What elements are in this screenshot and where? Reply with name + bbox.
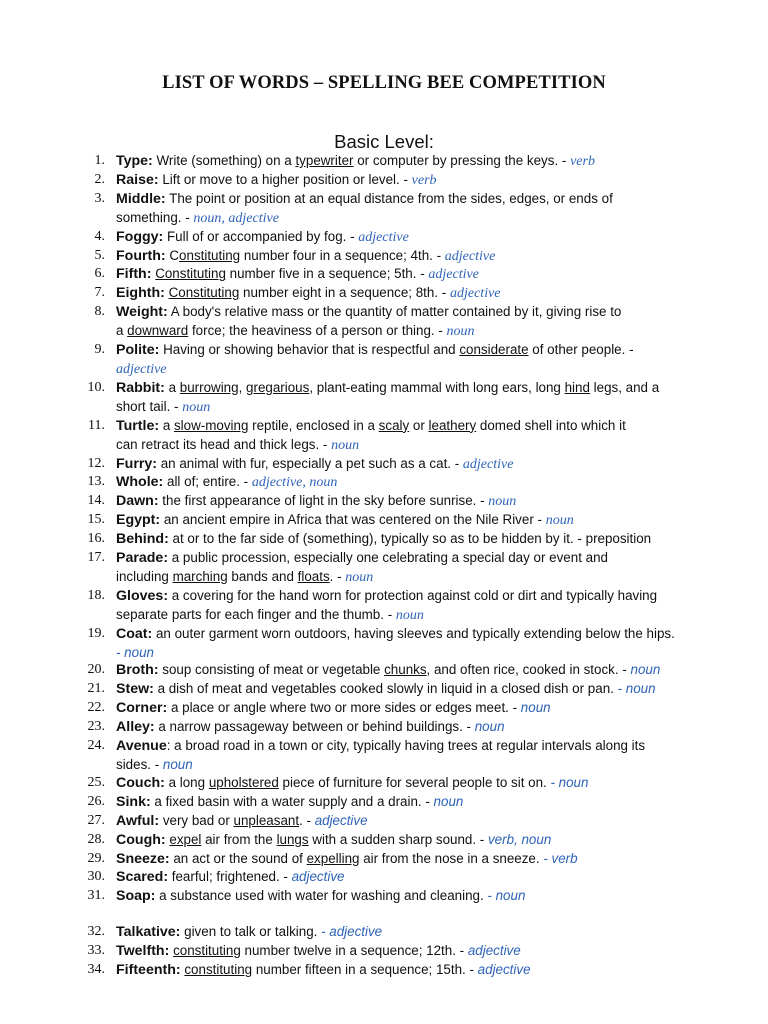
- entry-term: Dawn:: [116, 493, 159, 510]
- definition-text: including: [116, 568, 173, 584]
- word-entry: [0, 942, 700, 961]
- underlined-word: considerate: [459, 342, 529, 358]
- underlined-word: Constituting: [168, 285, 240, 301]
- entry-term: Egypt:: [116, 512, 161, 529]
- word-entry: [0, 530, 700, 549]
- word-entry: [0, 284, 700, 303]
- entry-term: Fifth:: [116, 266, 152, 283]
- entry-number: 2.: [94, 171, 105, 187]
- definition-text: given to talk or talking.: [180, 924, 322, 940]
- definition-text: can retract its head and thick legs. -: [116, 436, 332, 452]
- page-title: LIST OF WORDS – SPELLING BEE COMPETITION: [162, 73, 606, 93]
- part-of-speech: adjective: [314, 812, 368, 828]
- definition-text: The point or position at an equal distance from the sides, edges, or ends of: [165, 190, 613, 206]
- part-of-speech: adjective: [444, 248, 496, 264]
- word-entry: [0, 812, 700, 831]
- underlined-word: slow-moving: [173, 417, 249, 433]
- word-entry: [0, 923, 700, 942]
- part-of-speech: noun: [545, 513, 574, 529]
- definition-text: ,: [238, 379, 247, 395]
- definition-text: : a broad road in a town or city, typically having trees at regular intervals along its: [166, 738, 646, 754]
- part-of-speech: noun: [182, 399, 211, 415]
- entry-number: 18.: [87, 587, 105, 603]
- entry-number: 23.: [87, 719, 105, 735]
- word-entry-continuation: [0, 568, 700, 587]
- definition-text: piece of furniture for several people to sit on.: [278, 774, 551, 790]
- entry-number: 34.: [87, 962, 105, 978]
- entry-term: Talkative:: [116, 924, 181, 941]
- entry-term: Sneeze:: [116, 850, 170, 867]
- underlined-word: floats: [297, 568, 330, 584]
- entry-term: Awful:: [116, 812, 160, 829]
- definition-text: number twelve in a sequence; 12th. -: [240, 943, 468, 959]
- underlined-word: constituting: [173, 943, 241, 959]
- definition-text: Having or showing behavior that is respectful and: [159, 342, 460, 358]
- definition-text: a place or angle where two or more sides or edges meet. -: [167, 700, 521, 716]
- entry-term: Behind:: [116, 531, 169, 548]
- entry-number: 3.: [94, 190, 105, 206]
- word-entry: [0, 625, 700, 644]
- word-entry: [0, 511, 700, 530]
- part-of-speech: adjective: [477, 962, 531, 978]
- part-of-speech: noun: [520, 700, 551, 716]
- definition-text: fearful; frightened. -: [168, 869, 292, 885]
- spacer: [0, 906, 700, 923]
- definition-text: Lift or move to a higher position or level. -: [158, 171, 412, 187]
- underlined-word: chunks: [384, 662, 427, 678]
- part-of-speech: noun: [345, 569, 374, 585]
- entry-term: Turtle:: [116, 417, 160, 434]
- definition-text: or computer by pressing the keys. -: [353, 153, 571, 168]
- part-of-speech: verb: [411, 172, 437, 188]
- definition-text: air from the: [201, 831, 277, 847]
- word-entry-continuation: [0, 398, 700, 417]
- part-of-speech: adjective: [449, 286, 501, 302]
- part-of-speech: noun: [630, 662, 661, 678]
- entry-term: Fifteenth:: [116, 962, 181, 979]
- word-entry: [0, 379, 700, 398]
- entry-term: Scared:: [116, 869, 169, 886]
- underlined-word: burrowing: [179, 379, 239, 395]
- entry-term: Middle:: [116, 190, 166, 207]
- word-entry: [0, 887, 700, 906]
- entry-number: 12.: [87, 455, 105, 471]
- part-of-speech: noun: [446, 324, 475, 340]
- entry-term: Alley:: [116, 719, 155, 736]
- part-of-speech: noun, adjective: [193, 210, 279, 226]
- word-entry: [0, 228, 700, 247]
- word-entry: [0, 190, 700, 209]
- definition-text: C: [165, 247, 180, 263]
- definition-text: an animal with fur, especially a pet such as a cat. -: [157, 455, 463, 471]
- definition-text: a: [164, 379, 180, 395]
- definition-text: Full of or accompanied by fog. -: [163, 228, 359, 244]
- underlined-word: marching: [172, 568, 228, 584]
- part-of-speech: - noun: [550, 774, 589, 790]
- definition-text: a fixed basin with a water supply and a drain. -: [150, 793, 434, 809]
- entry-term: Soap:: [116, 888, 156, 905]
- word-entry: [0, 455, 700, 474]
- part-of-speech: adjective: [462, 456, 514, 472]
- entry-term: Couch:: [116, 774, 165, 791]
- entry-number: 7.: [94, 285, 105, 301]
- word-entry-continuation: [0, 360, 700, 379]
- part-of-speech: - noun: [116, 644, 154, 660]
- definition-text: force; the heaviness of a person or thing. -: [188, 323, 447, 339]
- word-entry: [0, 473, 700, 492]
- word-entry-continuation: [0, 606, 700, 625]
- underlined-word: gregarious: [246, 379, 310, 395]
- entry-term: Type:: [116, 153, 153, 169]
- entry-term: Corner:: [116, 700, 168, 717]
- entry-number: 8.: [94, 304, 105, 320]
- word-entry: [0, 850, 700, 869]
- underlined-word: unpleasant: [233, 812, 300, 828]
- part-of-speech: adjective: [358, 229, 409, 245]
- word-entry-continuation: [0, 322, 700, 341]
- definition-text: a substance used with water for washing and cleaning.: [155, 888, 488, 904]
- level-heading: Basic Level:: [334, 131, 434, 152]
- part-of-speech: noun: [395, 607, 424, 623]
- definition-text: or: [409, 417, 429, 433]
- definition-text: , plant-eating mammal with long ears, long: [309, 379, 565, 395]
- definition-text: a: [116, 323, 128, 339]
- entry-number: 32.: [87, 924, 105, 940]
- word-entry: [0, 661, 700, 680]
- definition-text: a narrow passageway between or behind buildings. -: [154, 719, 475, 735]
- definition-text: with a sudden sharp sound. -: [308, 831, 488, 847]
- definition-text: a covering for the hand worn for protection against cold or dirt and typically having: [168, 587, 658, 603]
- definition-text: all of; entire. -: [163, 474, 252, 490]
- part-of-speech: adjective, noun: [251, 475, 338, 491]
- entry-term: Stew:: [116, 681, 154, 698]
- part-of-speech: - adjective: [321, 924, 383, 940]
- word-entry-continuation: [0, 436, 700, 455]
- entry-number: 27.: [87, 812, 105, 828]
- definition-text: , and often rice, cooked in stock. -: [426, 662, 631, 678]
- entry-number: 10.: [87, 379, 105, 395]
- entry-number: 29.: [87, 850, 105, 866]
- underlined-word: expel: [169, 831, 202, 847]
- definition-text: domed shell into which it: [476, 417, 626, 433]
- underlined-word: downward: [127, 323, 189, 339]
- entry-term: Weight:: [116, 304, 168, 321]
- definition-text: air from the nose in a sneeze.: [359, 850, 544, 866]
- definition-text: separate parts for each finger and the thumb. -: [116, 606, 396, 622]
- definition-text: an ancient empire in Africa that was centered on the Nile River -: [160, 512, 546, 528]
- definition-text: number fifteen in a sequence; 15th. -: [252, 962, 478, 978]
- definition-text: a: [159, 417, 174, 433]
- word-entry: [0, 718, 700, 737]
- entry-number: 15.: [87, 512, 105, 528]
- entry-term: Gloves:: [116, 587, 169, 604]
- definition-text: an act or the sound of: [169, 850, 307, 866]
- part-of-speech: - noun: [617, 681, 656, 697]
- entry-term: Polite:: [116, 342, 160, 359]
- word-entry: [0, 152, 700, 171]
- definition-text: an outer garment worn outdoors, having sleeves and typically extending below the hips.: [152, 625, 675, 641]
- word-entry: [0, 680, 700, 699]
- definition-text: . -: [299, 812, 315, 828]
- entry-number: 13.: [87, 474, 105, 490]
- definition-text: something. -: [116, 209, 194, 225]
- entry-number: 14.: [87, 493, 105, 509]
- entry-number: 6.: [94, 266, 105, 282]
- underlined-word: upholstered: [208, 774, 279, 790]
- entry-term: Whole:: [116, 474, 164, 491]
- entry-term: Furry:: [116, 455, 157, 472]
- part-of-speech: noun: [331, 437, 360, 453]
- word-entry-continuation: [0, 209, 700, 228]
- entry-number: 5.: [94, 247, 105, 263]
- word-entry: [0, 831, 700, 850]
- part-of-speech: noun: [433, 793, 464, 809]
- entry-term: Sink:: [116, 793, 151, 810]
- entry-number: 11.: [88, 417, 105, 433]
- part-of-speech: noun: [474, 719, 505, 735]
- part-of-speech: noun: [488, 494, 517, 510]
- underlined-word: leathery: [428, 417, 477, 433]
- definition-text: A body's relative mass or the quantity of matter contained by it, giving rise to: [167, 304, 622, 320]
- underlined-word: scaly: [378, 417, 410, 433]
- entry-number: 21.: [87, 681, 105, 697]
- word-entry: [0, 587, 700, 606]
- entry-number: 4.: [94, 228, 105, 244]
- entry-number: 1.: [94, 153, 105, 168]
- word-entry: [0, 699, 700, 718]
- part-of-speech: verb: [570, 154, 595, 169]
- entry-number: 22.: [87, 700, 105, 716]
- underlined-word: lungs: [276, 831, 309, 847]
- definition-text: a public procession, especially one celebrating a special day or event and: [168, 550, 608, 566]
- entry-number: 25.: [87, 774, 105, 790]
- definition-text: . -: [329, 568, 346, 584]
- underlined-word: hind: [564, 379, 590, 395]
- part-of-speech: adjective: [467, 943, 521, 959]
- entry-number: 9.: [94, 342, 105, 358]
- definition-text: bands and: [227, 568, 298, 584]
- part-of-speech: adjective: [428, 267, 479, 283]
- definition-text: number eight in a sequence; 8th. -: [239, 285, 450, 301]
- entry-term: Parade:: [116, 550, 169, 567]
- word-list: [0, 152, 700, 980]
- part-of-speech: verb, noun: [487, 831, 552, 847]
- entry-number: 20.: [87, 662, 105, 678]
- entry-term: Eighth:: [116, 285, 165, 302]
- word-entry: [0, 737, 700, 756]
- definition-text: the first appearance of light in the sky before sunrise. -: [158, 493, 489, 509]
- entry-term: Twelfth:: [116, 943, 170, 960]
- definition-text: at or to the far side of (something), typically so as to be hidden by it. - preposition: [168, 531, 652, 547]
- entry-number: 28.: [87, 831, 105, 847]
- underlined-word: Constituting: [155, 266, 226, 282]
- word-entry: [0, 265, 700, 284]
- entry-number: 30.: [87, 869, 105, 885]
- definition-text: of other people. -: [528, 342, 634, 358]
- word-entry: [0, 774, 700, 793]
- definition-text: a long: [164, 774, 209, 790]
- word-entry: [0, 492, 700, 511]
- definition-text: number five in a sequence; 5th. -: [225, 266, 429, 282]
- definition-text: reptile, enclosed in a: [248, 417, 379, 433]
- entry-term: Avenue: [116, 738, 167, 755]
- entry-term: Fourth:: [116, 247, 166, 264]
- word-entry: [0, 868, 700, 887]
- entry-number: 31.: [87, 888, 105, 904]
- definition-text: Write (something) on a: [152, 153, 296, 168]
- part-of-speech: - noun: [487, 888, 526, 904]
- entry-number: 17.: [87, 550, 105, 566]
- word-entry: [0, 171, 700, 190]
- entry-term: Broth:: [116, 662, 159, 679]
- definition-text: sides. -: [116, 757, 163, 772]
- entry-number: 16.: [87, 531, 105, 547]
- word-entry: [0, 247, 700, 266]
- word-entry-continuation: [0, 644, 700, 662]
- word-entry: [0, 549, 700, 568]
- definition-text: legs, and a: [589, 379, 660, 395]
- definition-text: short tail. -: [116, 398, 183, 414]
- entry-term: Raise:: [116, 171, 159, 188]
- word-entry: [0, 417, 700, 436]
- entry-number: 26.: [87, 793, 105, 809]
- part-of-speech: noun: [162, 757, 193, 772]
- word-entry: [0, 303, 700, 322]
- part-of-speech: adjective: [291, 869, 345, 885]
- definition-text: soup consisting of meat or vegetable: [158, 662, 385, 678]
- definition-text: number four in a sequence; 4th. -: [240, 247, 445, 263]
- word-entry: [0, 961, 700, 980]
- entry-number: 33.: [87, 943, 105, 959]
- entry-term: Cough:: [116, 831, 166, 848]
- word-entry-continuation: [0, 756, 700, 774]
- underlined-word: onstituting: [179, 247, 241, 263]
- underlined-word: constituting: [184, 962, 253, 978]
- entry-number: 19.: [87, 625, 105, 641]
- part-of-speech: adjective: [116, 361, 167, 377]
- definition-text: very bad or: [159, 812, 234, 828]
- entry-term: Coat:: [116, 625, 153, 642]
- underlined-word: expelling: [306, 850, 360, 866]
- entry-number: 24.: [87, 738, 105, 754]
- word-entry: [0, 341, 700, 360]
- word-entry: [0, 793, 700, 812]
- part-of-speech: - verb: [543, 850, 578, 866]
- entry-term: Rabbit:: [116, 379, 165, 396]
- definition-text: a dish of meat and vegetables cooked slowly in liquid in a closed dish or pan.: [153, 681, 618, 697]
- entry-term: Foggy:: [116, 228, 164, 245]
- underlined-word: typewriter: [295, 153, 354, 168]
